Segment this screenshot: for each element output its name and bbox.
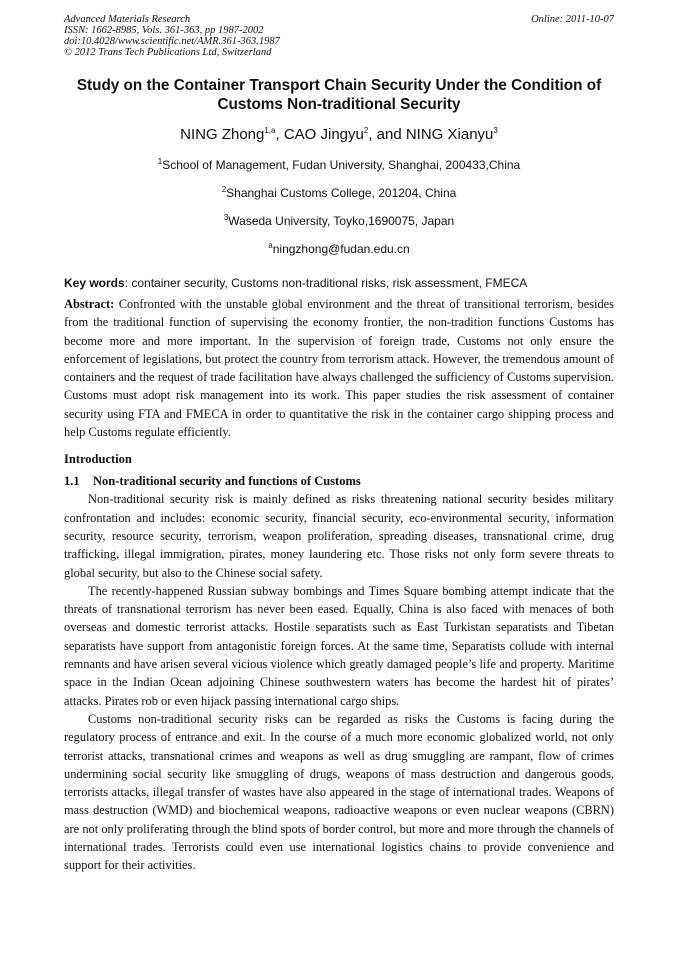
body-paragraph-3: Customs non-traditional security risks can be regarded as risks the Customs is facing during the regulatory process of entrance and exit. In the course of a much more economic globalized world, not only terrorist attacks, transnational crimes and weapons as well as drug smuggling are rampant, flow of crimes undermining social security like smuggling of drugs, weapons of mass destruction and dangerous goods, terrorists attacks, illegal transfer of wastes have also appeared in the stage of international trades. Weapons of mass destruction (WMD) and biochemical weapons, radioactive weapons or even nuclear weapons (CBRN) are not only proliferating through the blind spots of border control, but more and more through the channels of international trades. Terrorists could even use international logistics chains to provide convenience and support for their activities.	[64, 711, 614, 873]
abstract-label: Abstract:	[64, 297, 115, 311]
copyright-line: © 2012 Trans Tech Publications Ltd, Switzerland	[64, 47, 272, 58]
paper-title	[64, 76, 614, 114]
author-1: NING Zhong	[180, 126, 265, 143]
keywords-label: Key words	[64, 276, 125, 290]
affiliation-3-text: Waseda University, Toyko,1690075, Japan	[228, 214, 455, 228]
affiliation-3-sup: 3	[223, 213, 229, 222]
author-2: , CAO Jingyu	[275, 126, 364, 143]
affiliation-2	[64, 183, 614, 200]
body-paragraph-1: Non-traditional security risk is mainly defined as risks threatening national security besides military confrontation and includes: economic security, financial security, eco-environmental security, information security, resource security, terrorism, weapon proliferation, spreading diseases, transnational crime, drug trafficking, illegal immigration, pirates, money laundering etc. Those risks not only form severe threats to global security, but also to the Chinese social safety.	[64, 492, 614, 580]
abstract-text: Confronted with the unstable global environment and the threat of transitional terrorism, besides from the traditional function of supervising the economy frontier, the non-tradition functions Customs has become more and more important. In the supervision of foreign trade, Customs not only ensure the enforcement of legislations, but protect the country from terrorism attack. However, the tremendous amount of containers and the request of trade facilitation have always challenged the sufficiency of Customs supervision. Customs must adopt risk management into its work. This paper studies the risk assessment of container security using FTA and FMECA in order to quantitative the risk in the container cargo shipping process and help Customs regulate efficiently.	[64, 297, 614, 440]
journal-name: Advanced Materials Research	[64, 14, 191, 25]
doi-line: doi:10.4028/www.scientific.net/AMR.361-363.1987	[64, 36, 280, 47]
abstract	[64, 295, 614, 441]
author-email	[64, 239, 614, 256]
author-list	[64, 126, 614, 143]
affiliation-1	[64, 155, 614, 172]
journal-header	[64, 14, 614, 58]
section-heading: Introduction	[64, 452, 132, 467]
paper-page	[64, 14, 614, 875]
journal-info	[64, 14, 280, 58]
affiliation-3	[64, 211, 614, 228]
author-1-sup: 1,a	[264, 126, 276, 135]
affiliation-2-text: Shanghai Customs College, 201204, China	[226, 186, 457, 200]
keywords-text: : container security, Customs non-traditional risks, risk assessment, FMECA	[124, 276, 528, 290]
subsection-heading	[64, 472, 614, 490]
author-2-sup: 2	[363, 126, 369, 135]
subsection-title: Non-traditional security and functions of Customs	[93, 474, 361, 489]
subsection-number: 1.1	[64, 474, 80, 489]
author-3: , and NING Xianyu	[368, 126, 494, 143]
online-date: Online: 2011-10-07	[531, 14, 614, 25]
body-paragraph-2: The recently-happened Russian subway bombings and Times Square bombing attempt indicate that the threats of transnational terrorism has never been eased. Equally, China is also faced with menaces of both overseas and domestic terrorist attacks. Hostile separatists such as East Turkistan separatists and Tibetan separatists have support from antagonistic foreign forces. At the same time, Separatists collude with internal remnants and have arisen several vicious violence which greatly damaged people’s life and property. Maritime space in the Indian Ocean adjoining Chinese southwestern waters has become the hardest hit of pirates’ attacks. Pirates rob or even hijack passing international cargo ships.	[64, 583, 614, 708]
issn-line: ISSN: 1662-8985, Vols. 361-363, pp 1987-2002	[64, 25, 264, 36]
keywords	[64, 276, 614, 290]
affiliation-2-sup: 2	[221, 185, 227, 194]
title-line-1: Study on the Container Transport Chain Security Under the Condition of	[76, 77, 602, 94]
email-text: ningzhong@fudan.edu.cn	[272, 242, 410, 256]
author-3-sup: 3	[493, 126, 498, 135]
affiliation-1-sup: 1	[157, 157, 163, 166]
email-sup: a	[268, 241, 273, 250]
affiliation-1-text: School of Management, Fudan University, Shanghai, 200433,China	[162, 158, 521, 172]
title-line-2: Customs Non-traditional Security	[217, 96, 461, 113]
